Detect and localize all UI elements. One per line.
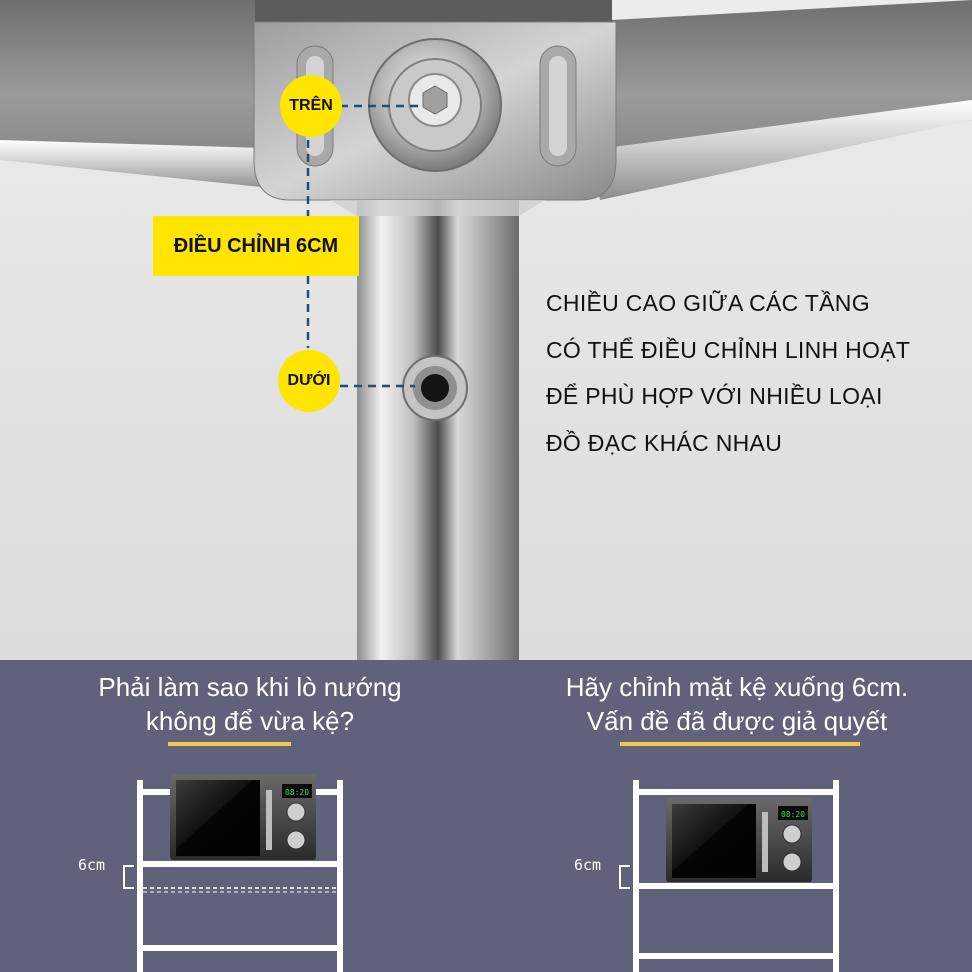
left-microwave-display: 08:20 (284, 788, 310, 797)
solution-caption-line1: Hãy chỉnh mặt kệ xuống 6cm. (565, 672, 909, 702)
left-measure-bracket (124, 866, 134, 888)
right-measure-label: 6cm (574, 856, 602, 874)
description-line: ĐỂ PHÙ HỢP VỚI NHIỀU LOẠI (546, 383, 883, 409)
adjust-range-label: ĐIỀU CHỈNH 6CM (173, 234, 339, 257)
solution-caption-line2: Vấn đề đã được giả quyết (586, 706, 888, 736)
right-measure-bracket (620, 866, 630, 888)
upper-position-badge (280, 75, 342, 137)
lower-position-badge (278, 350, 340, 412)
lower-position-label: DƯỚI (287, 372, 331, 389)
left-measure-label: 6cm (78, 856, 106, 874)
right-microwave-display: 08:20 (780, 810, 806, 819)
shelf-diagrams (0, 660, 972, 972)
description-line: ĐỒ ĐẠC KHÁC NHAU (546, 429, 783, 456)
comparison-panel (0, 660, 972, 972)
left-microwave (170, 774, 316, 860)
problem-caption-line2: không để vừa kệ? (145, 706, 355, 736)
feature-description (546, 280, 966, 466)
upper-position-label: TRÊN (289, 97, 333, 114)
problem-caption-line1: Phải làm sao khi lò nướng (98, 672, 402, 702)
description-line: CHIỀU CAO GIỮA CÁC TẦNG (546, 290, 870, 316)
adjust-range-box (153, 216, 359, 276)
description-line: CÓ THỂ ĐIỀU CHỈNH LINH HOẠT (546, 336, 911, 363)
